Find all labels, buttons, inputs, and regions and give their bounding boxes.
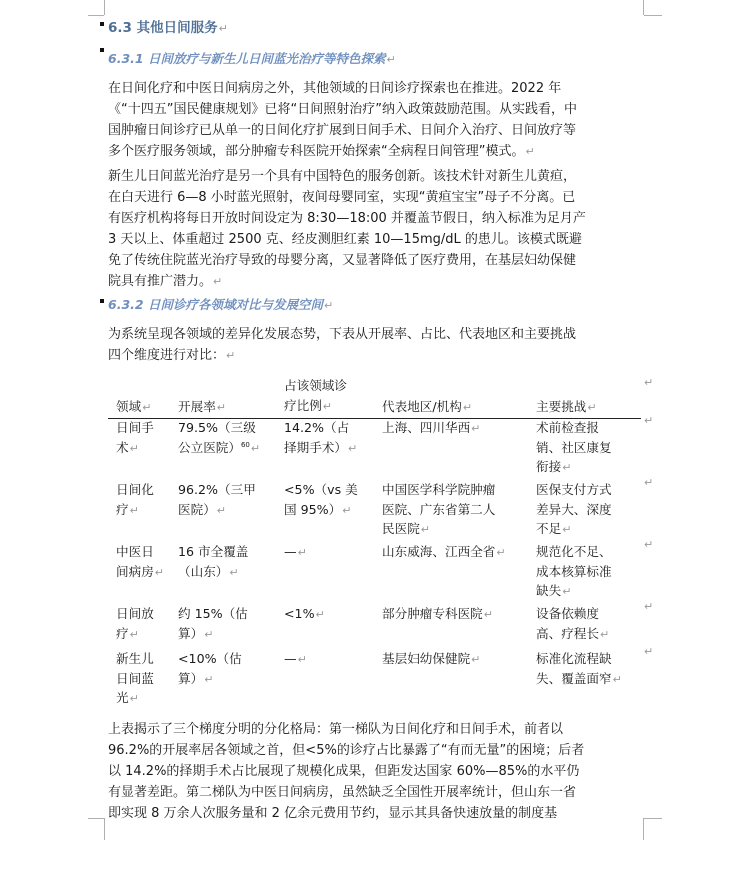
table-cell-share: <1%↵ [284, 606, 325, 621]
table-cell-domain: 新生儿 日间蓝 光↵ [116, 651, 154, 705]
table-cell-domain: 日间放 疗↵ [116, 606, 154, 641]
subheading-bullet [100, 48, 104, 52]
table-header-share: 占该领域诊 疗比例↵ [284, 378, 347, 413]
table-cell-region: 上海、四川华西↵ [382, 420, 481, 435]
crop-mark-top-right-h [644, 15, 662, 16]
crop-mark-bottom-left-v [104, 818, 105, 840]
subheading-bullet [100, 299, 104, 303]
subsection-heading-2: 6.3.2 日间诊疗各领域对比与发展空间↵ [108, 297, 334, 312]
table-cell-region: 中国医学科学院肿瘤 医院、广东省第二人 民医院↵ [382, 482, 496, 536]
table-cell-rate: 96.2%（三甲 医院）↵ [178, 482, 256, 517]
subsection-heading-1: 6.3.1 日间放疗与新生儿日间蓝光治疗等特色探索↵ [108, 51, 396, 66]
table-cell-challenge: 标准化流程缺 失、覆盖面窄↵ [536, 651, 622, 686]
table-cell-region: 山东威海、江西全省↵ [382, 544, 506, 559]
table-header-challenge: 主要挑战↵ [536, 398, 597, 414]
table-cell-share: —↵ [284, 544, 307, 559]
crop-mark-top-right-v [643, 0, 644, 15]
table-row-end-mark: ↵ [644, 645, 654, 658]
table-header-domain: 领域↵ [116, 398, 152, 414]
table-cell-challenge: 术前检查报 销、社区康复 衔接↵ [536, 420, 612, 474]
table-cell-challenge: 医保支付方式 差异大、深度 不足↵ [536, 482, 612, 536]
section-heading: 6.3 其他日间服务↵ [108, 20, 228, 36]
table-row-end-mark: ↵ [644, 600, 654, 613]
table-header-region: 代表地区/机构↵ [382, 398, 473, 414]
paragraph-1: 在日间化疗和中医日间病房之外，其他领域的日间诊疗探索也在推进。2022 年 《“十四五”国民健康规划》已将“日间照射治疗”纳入政策鼓励范围。从实践看，中 国肿瘤日间诊疗已从单一的日间化疗扩展到日间手术、日间介入治疗、日间放疗等 多个医疗服务领域，部分肿瘤专科医院开始探索“全病程日间管理”模式。↵ [108, 81, 577, 159]
table-cell-rate: 约 15%（估 算）↵ [178, 606, 248, 641]
table-cell-domain: 日间化 疗↵ [116, 482, 154, 517]
table-row-end-mark: ↵ [644, 414, 654, 427]
table-cell-rate: 16 市全覆盖 （山东）↵ [178, 544, 249, 579]
crop-mark-top-left-h [88, 15, 104, 16]
table-header-end-mark: ↵ [644, 376, 654, 389]
table-cell-share: 14.2%（占 择期手术）↵ [284, 420, 358, 455]
summary-paragraph: 上表揭示了三个梯度分明的分化格局：第一梯队为日间化疗和日间手术，前者以 96.2%的开展率居各领域之首，但<5%的诊疗占比暴露了“有而无量”的困境；后者 以 14.2%的择期手术占比展现了规模化成果，但距发达国家 60%—85%的水平仍 有显著差距。第二梯队为中医日间病房，虽然缺乏全国性开展率统计，但山东一省 即实现 8 万余人次服务量和 2 亿余元费用节约，显示其具备快速放量的制度基 [108, 722, 585, 821]
table-row-end-mark: ↵ [644, 538, 654, 551]
table-cell-domain: 日间手 术↵ [116, 420, 154, 455]
table-cell-share: —↵ [284, 651, 307, 666]
table-cell-share: <5%（vs 美 国 95%）↵ [284, 482, 358, 517]
table-row-end-mark: ↵ [644, 476, 654, 489]
footnote-ref[interactable]: 60 [240, 440, 250, 449]
table-cell-region: 部分肿瘤专科医院↵ [382, 606, 493, 621]
table-cell-rate: 79.5%（三级 公立医院）$^{60}$↵ [178, 420, 261, 455]
crop-mark-top-left-v [104, 0, 105, 15]
table-cell-domain: 中医日 间病房↵ [116, 544, 164, 579]
table-header-rate: 开展率↵ [178, 398, 226, 414]
table-cell-challenge: 设备依赖度 高、疗程长↵ [536, 606, 610, 641]
paragraph-3: 为系统呈现各领域的差异化发展态势，下表从开展率、占比、代表地区和主要挑战 四个维度进行对比：↵ [108, 327, 577, 363]
table-cell-challenge: 规范化不足、 成本核算标准 缺失↵ [536, 544, 612, 598]
paragraph-2: 新生儿日间蓝光治疗是另一个具有中国特色的服务创新。该技术针对新生儿黄疸， 在白天进行 6—8 小时蓝光照射，夜间母婴同室，实现“黄疸宝宝”母子不分离。已 有医疗机构将每日开放时间设定为 8:30—18:00 并覆盖节假日，纳入标准为足月产 3 天以上、体重超过 2500 克、经皮测胆红素 10—15mg/dL 的患儿。该模式既避 免了传统住院蓝光治疗导致的母婴分离，又显著降低了医疗费用，在基层妇幼保健 院具有推广潜力。↵ [108, 169, 586, 289]
crop-mark-bottom-left-h [88, 818, 104, 819]
table-cell-region: 基层妇幼保健院↵ [382, 651, 481, 666]
table-cell-rate: <10%（估 算）↵ [178, 651, 242, 686]
heading-bullet [100, 22, 104, 26]
